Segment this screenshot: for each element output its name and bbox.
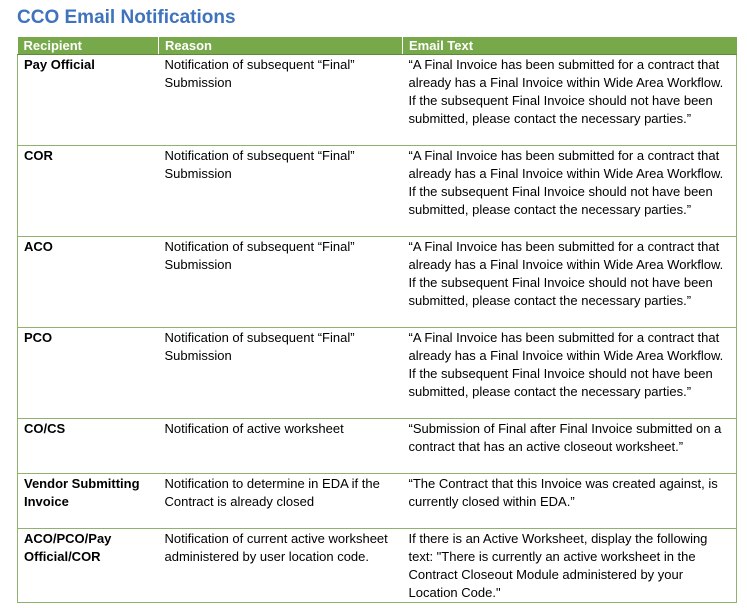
email-text-cell: “A Final Invoice has been submitted for a contract that already has a Final Invoice within Wide Area Workflow. If the subsequent Final Invoice should not have been submitted, please contact the necessary parties.” bbox=[403, 55, 737, 146]
recipient-cell: Vendor Submitting Invoice bbox=[18, 474, 159, 529]
header-reason: Reason bbox=[159, 37, 403, 55]
reason-cell: Notification of subsequent “Final” Submission bbox=[159, 146, 403, 237]
reason-cell: Notification to determine in EDA if the Contract is already closed bbox=[159, 474, 403, 529]
email-text-cell: “A Final Invoice has been submitted for a contract that already has a Final Invoice within Wide Area Workflow. If the subsequent Final Invoice should not have been submitted, please contact the necessary parties.” bbox=[403, 146, 737, 237]
recipient-cell: Pay Official bbox=[18, 55, 159, 146]
reason-cell: Notification of subsequent “Final” Submission bbox=[159, 55, 403, 146]
table-row bbox=[18, 146, 737, 237]
reason-cell: Notification of current active worksheet administered by user location code. bbox=[159, 529, 403, 603]
header-recipient: Recipient bbox=[18, 37, 159, 55]
recipient-cell: ACO bbox=[18, 237, 159, 328]
email-text-cell: “A Final Invoice has been submitted for a contract that already has a Final Invoice within Wide Area Workflow. If the subsequent Final Invoice should not have been submitted, please contact the necessary parties.” bbox=[403, 237, 737, 328]
email-text-cell: “A Final Invoice has been submitted for a contract that already has a Final Invoice within Wide Area Workflow. If the subsequent Final Invoice should not have been submitted, please contact the necessary parties.” bbox=[403, 328, 737, 419]
recipient-cell: PCO bbox=[18, 328, 159, 419]
recipient-cell: COR bbox=[18, 146, 159, 237]
table-header-row bbox=[18, 37, 737, 55]
recipient-cell: CO/CS bbox=[18, 419, 159, 474]
table-row bbox=[18, 474, 737, 529]
header-email-text: Email Text bbox=[403, 37, 737, 55]
table-row bbox=[18, 529, 737, 603]
notifications-table bbox=[17, 37, 737, 603]
table-row bbox=[18, 55, 737, 146]
table-row bbox=[18, 237, 737, 328]
email-text-cell: “Submission of Final after Final Invoice submitted on a contract that has an active closeout worksheet.” bbox=[403, 419, 737, 474]
reason-cell: Notification of active worksheet bbox=[159, 419, 403, 474]
page-title: CCO Email Notifications bbox=[17, 7, 236, 28]
reason-cell: Notification of subsequent “Final” Submission bbox=[159, 328, 403, 419]
recipient-cell: ACO/PCO/Pay Official/COR bbox=[18, 529, 159, 603]
reason-cell: Notification of subsequent “Final” Submission bbox=[159, 237, 403, 328]
table-row bbox=[18, 328, 737, 419]
email-text-cell: If there is an Active Worksheet, display the following text: "There is currently an active worksheet in the Contract Closeout Module administered by your Location Code." bbox=[403, 529, 737, 603]
table-row bbox=[18, 419, 737, 474]
email-text-cell: “The Contract that this Invoice was created against, is currently closed within EDA.” bbox=[403, 474, 737, 529]
